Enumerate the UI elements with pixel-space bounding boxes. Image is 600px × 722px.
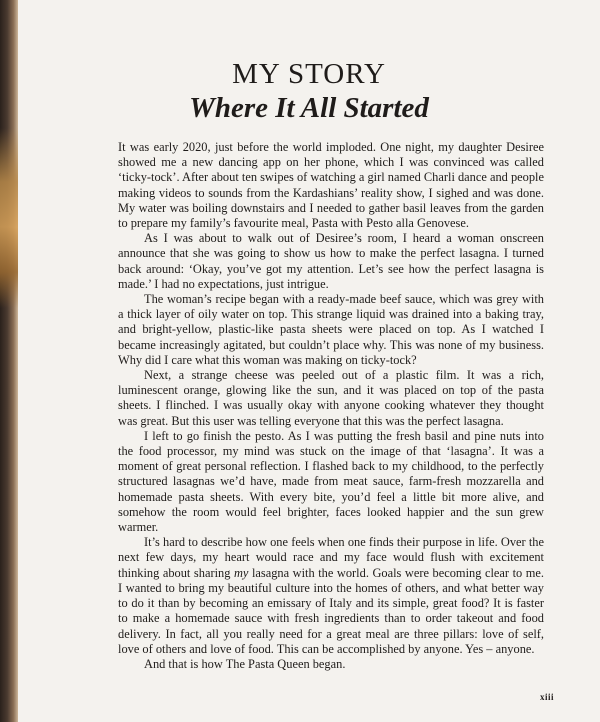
emphasis-word: my (233, 565, 249, 580)
paragraph-text-end: lasagna with the world. Goals were becoming clear to me. I wanted to bring my beautiful culture into the homes of others, and what better way to do it than by becoming an emissary of Italy and its simple, great food? It is faster to make a homemade sauce with fresh ingredients than to order takeout and food delivery. In fact, all you really need for a great meal are three pillars: love of self, love of others and love of food. This can be accomplished by anyone. Yes – anyone. (118, 565, 544, 656)
closing-paragraph: And that is how The Pasta Queen began. (144, 656, 346, 671)
paragraph-purpose (118, 535, 544, 657)
page-number: xiii (539, 692, 554, 702)
chapter-title: MY STORY (232, 58, 386, 90)
paragraph: It was early 2020, just before the world imploded. One night, my daughter Desiree showed me a new dancing app on her phone, which I was convinced was called ‘ticky-tock’. After about ten swipes of watching a girl named Charli dance and people making videos to sounds from the Kardashians’ reality show, I sighed and was done. My water was boiling downstairs and I needed to gather basil leaves from the garden to prepare my family’s favourite meal, Pasta with Pesto alla Genovese. (118, 140, 544, 231)
paragraph: I left to go finish the pesto. As I was putting the fresh basil and pine nuts into the food processor, my mind was stuck on the image of that ‘lasagna’. It was a moment of great personal reflection. I flashed back to my childhood, to the perfectly structured lasagnas we’d have, made from meat sauce, farm-fresh mozzarella and homemade pasta sheets. With every bite, you’d feel a little bit more alive, and somehow the room would feel brighter, faces looked happier and the sun grew warmer. (118, 428, 544, 535)
paragraph: Next, a strange cheese was peeled out of a plastic film. It was a rich, luminescent orange, glowing like the sun, and it was placed on top of the pasta sheets. I flinched. I was usually okay with anyone cooking whatever they thought was great. But this user was telling everyone that this was the perfect lasagna. (118, 368, 544, 428)
story-body (118, 140, 544, 672)
chapter-subtitle: Where It All Started (189, 92, 429, 124)
spine-photo-sliver (0, 128, 18, 308)
book-spine-edge (0, 0, 18, 722)
chapter-heading (18, 58, 600, 126)
paragraph: The woman’s recipe began with a ready-made beef sauce, which was grey with a thick layer of oily water on top. This strange liquid was drained into a baking tray, and bright-yellow, plastic-like pasta sheets were placed on top. As I watched I became increasingly agitated, but couldn’t place why. This was none of my business. Why did I care what this woman was making on ticky-tock? (118, 292, 544, 367)
paragraph: As I was about to walk out of Desiree’s room, I heard a woman onscreen announce that she was going to show us how to make the perfect lasagna. I turned back around: ‘Okay, you’ve got my attention. Let’s see how the perfect lasagna is made.’ I had no expectations, just intrigue. (118, 231, 544, 291)
paragraph-text-start: It’s hard to describe how one feels when one finds their purpose in life. Over the next few days, my heart would race and my face would flush with excitement thinking about sharing (118, 535, 544, 580)
